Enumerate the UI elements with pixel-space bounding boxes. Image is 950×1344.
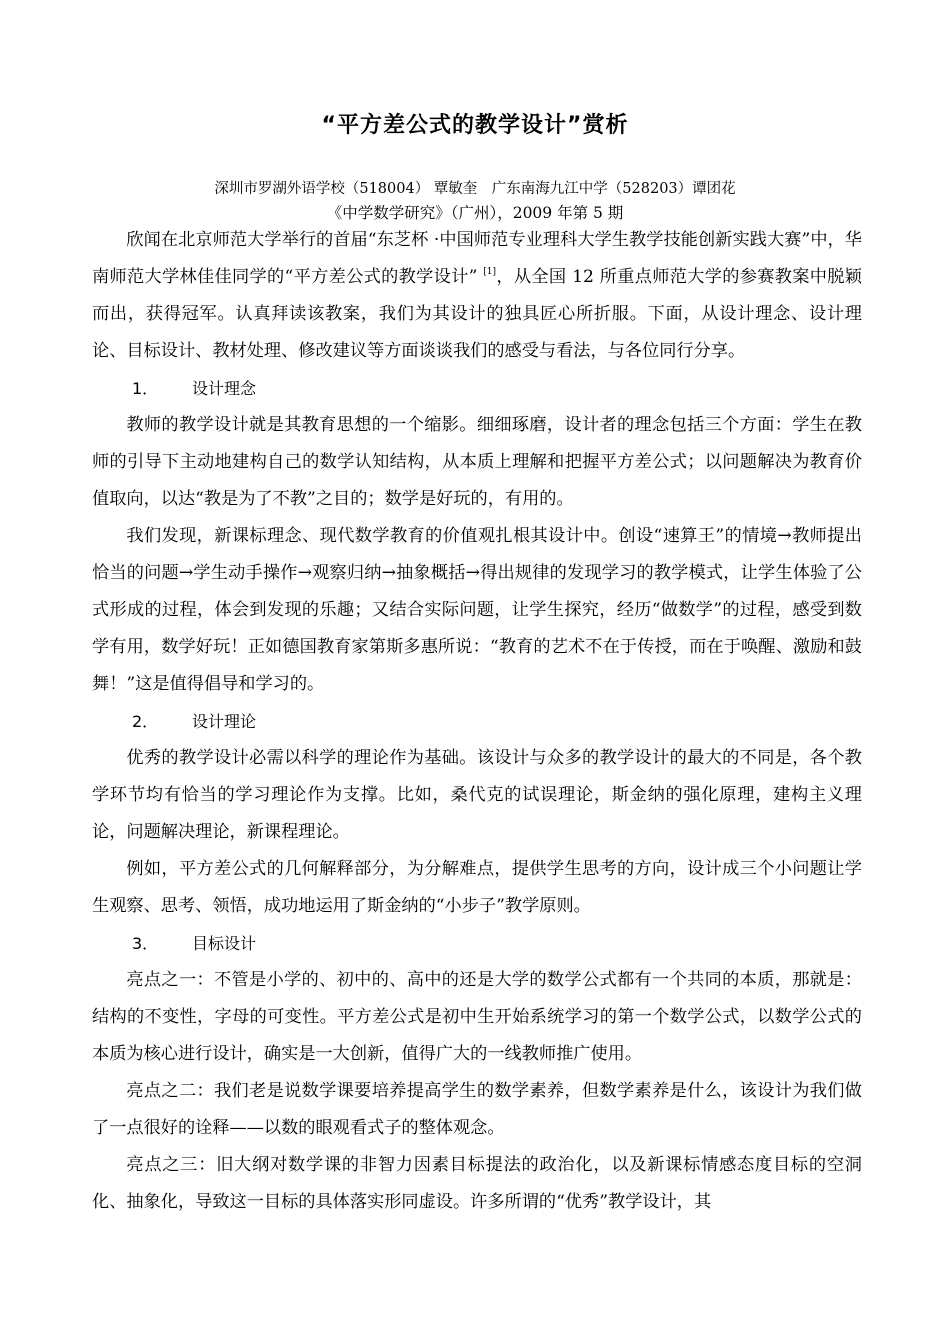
- article-body: [92, 222, 862, 1221]
- paragraph: 例如，平方差公式的几何解释部分，为分解难点，提供学生思考的方向，设计成三个小问题让学生观察、思考、领悟，成功地运用了斯金纳的“小步子”教学原则。: [92, 859, 862, 916]
- section-title: 目标设计: [192, 934, 257, 953]
- section-number: 1．: [132, 379, 159, 398]
- intro-text-before-ref: 欣闻在北京师范大学举行的首届“东芝杯 ·中国师范专业理科大学生教学技能创新实践大赛”中，华南师范大学林佳佳同学的“平方差公式的教学设计”: [92, 230, 862, 287]
- section-number: 2．: [132, 712, 159, 731]
- intro-text-after-ref: ，从全国 12 所重点师范大学的参赛教案中脱颖而出，获得冠军。认真拜读该教案，我们为其设计的独具匠心所折服。下面，从设计理念、设计理论、目标设计、教材处理、修改建议等方面谈谈我们的感受与看法，与各位同行分享。: [92, 267, 862, 361]
- paragraph: 亮点之一：不管是小学的、初中的、高中的还是大学的数学公式都有一个共同的本质，那就是：结构的不变性，字母的可变性。平方差公式是初中生开始系统学习的第一个数学公式，以数学公式的本质为核心进行设计，确实是一大创新，值得广大的一线教师推广使用。: [92, 970, 862, 1064]
- paragraph: 优秀的教学设计必需以科学的理论作为基础。该设计与众多的教学设计的最大的不同是，各个教学环节均有恰当的学习理论作为支撑。比如，桑代克的试误理论，斯金纳的强化原理，建构主义理论，问题解决理论，新课程理论。: [92, 748, 862, 842]
- section-heading-3: [92, 925, 862, 962]
- article-title: “平方差公式的教学设计”赏析: [321, 113, 629, 138]
- citation-ref: [1]: [483, 267, 496, 277]
- author-line: 深圳市罗湖外语学校（518004） 覃敏奎 广东南海九江中学（528203）谭团花: [214, 181, 736, 197]
- section-title: 设计理论: [192, 712, 257, 731]
- section-number: 3．: [132, 934, 159, 953]
- intro-paragraph: [92, 222, 862, 370]
- section-heading-2: [92, 703, 862, 740]
- paragraph: 亮点之二：我们老是说数学课要培养提高学生的数学素养，但数学素养是什么，该设计为我们做了一点很好的诠释——以数的眼观看式子的整体观念。: [92, 1081, 862, 1138]
- source-line: 《中学数学研究》（广州），2009 年第 5 期: [326, 204, 624, 222]
- section-title: 设计理念: [192, 379, 257, 398]
- section-heading-1: [92, 370, 862, 407]
- paragraph: 亮点之三：旧大纲对数学课的非智力因素目标提法的政治化，以及新课标情感态度目标的空洞化、抽象化，导致这一目标的具体落实形同虚设。许多所谓的“优秀”教学设计，其: [92, 1155, 862, 1212]
- paragraph: 教师的教学设计就是其教育思想的一个缩影。细细琢磨，设计者的理念包括三个方面：学生在教师的引导下主动地建构自己的数学认知结构，从本质上理解和把握平方差公式；以问题解决为教育价值取向，以达“教是为了不教”之目的；数学是好玩的，有用的。: [92, 415, 862, 509]
- paragraph: 我们发现，新课标理念、现代数学教育的价值观扎根其设计中。创设“速算王”的情境→教师提出恰当的问题→学生动手操作→观察归纳→抽象概括→得出规律的发现学习的教学模式，让学生体验了公式形成的过程，体会到发现的乐趣；又结合实际问题，让学生探究，经历“做数学”的过程，感受到数学有用，数学好玩！正如德国教育家第斯多惠所说：“教育的艺术不在于传授，而在于唤醒、激励和鼓舞！”这是值得倡导和学习的。: [92, 526, 862, 694]
